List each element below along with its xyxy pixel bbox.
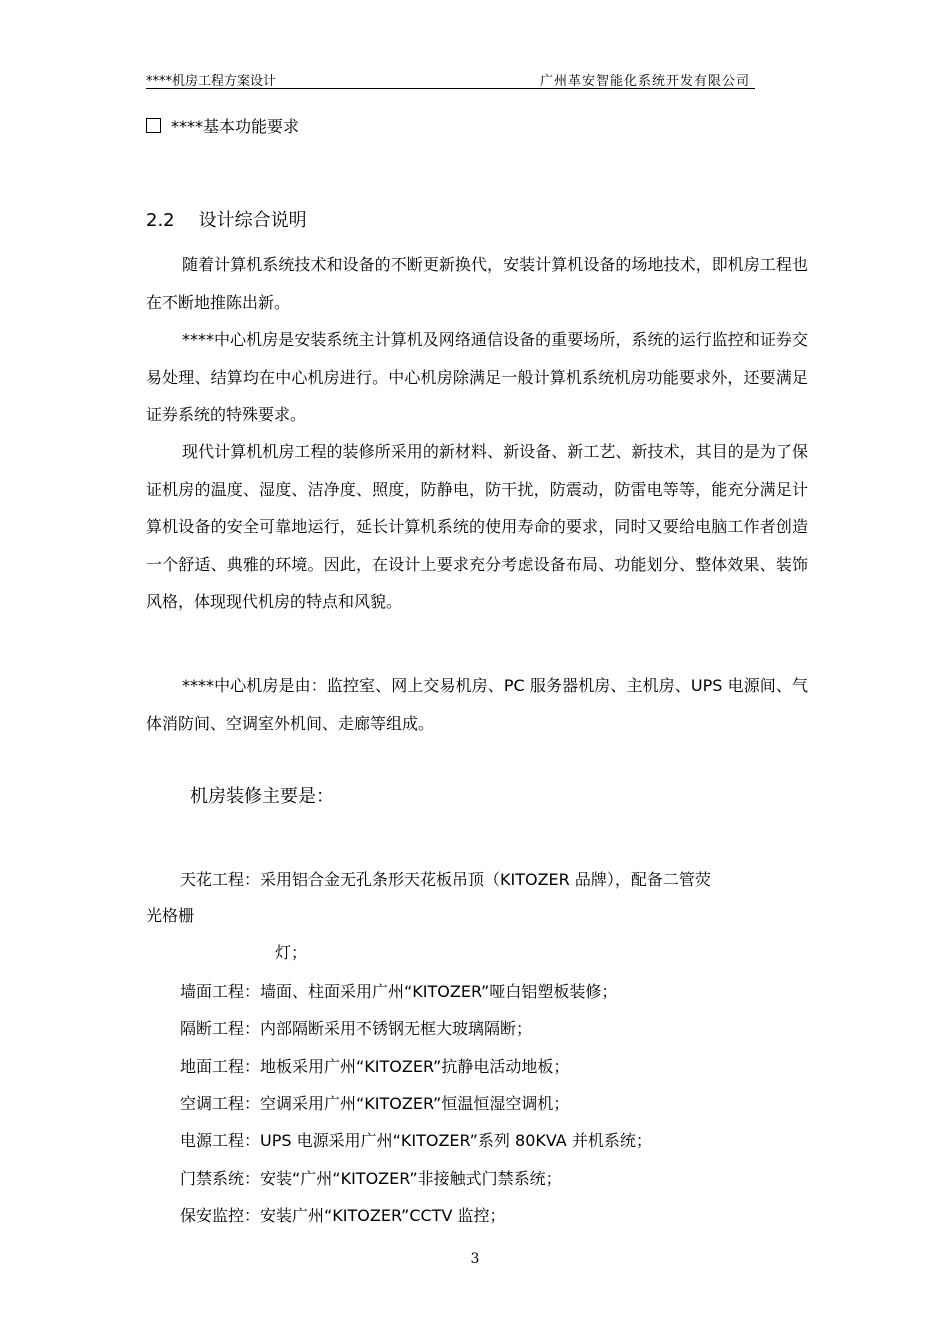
paragraph-2-text: ****中心机房是安装系统主计算机及网络通信设备的重要场所，系统的运行监控和证券交易处理、结算均在中心机房进行。中心机房除满足一般计算机系统机房功能要求外，还要满足证券系统的特殊要求。: [146, 330, 808, 424]
header-left-title: ****机房工程方案设计: [146, 74, 277, 89]
section-heading: [146, 206, 307, 232]
paragraph-1: [146, 246, 808, 321]
checkbox-icon: [146, 118, 161, 133]
list-item: 墙面工程：墙面、柱面采用广州“KITOZER”哑白铝塑板装修；: [180, 982, 618, 1001]
list-item: 空调工程：空调采用广州“KITOZER”恒温恒湿空调机；: [180, 1094, 570, 1113]
list-item: 地面工程：地板采用广州“KITOZER”抗静电活动地板；: [180, 1057, 570, 1076]
list-item: 光格栅: [146, 906, 195, 925]
paragraph-2: [146, 321, 808, 434]
list-item: 天花工程：采用铝合金无孔条形天花板吊顶（KITOZER 品牌），配备二管荧: [180, 870, 711, 889]
header-rule: [146, 88, 755, 89]
checkbox-label: ****基本功能要求: [171, 117, 300, 136]
paragraph-3: [146, 433, 808, 621]
list-item: 灯；: [275, 943, 308, 962]
header-company-name: 广州革安智能化系统开发有限公司: [540, 74, 751, 89]
paragraph-1-text: 随着计算机系统技术和设备的不断更新换代，安装计算机设备的场地技术，即机房工程也在不断地推陈出新。: [146, 255, 808, 312]
list-item: 保安监控：安装广州“KITOZER”CCTV 监控；: [180, 1206, 506, 1225]
list-item: 电源工程：UPS 电源采用广州“KITOZER”系列 80KVA 并机系统；: [180, 1131, 652, 1150]
page-number: 3: [470, 1251, 480, 1267]
subheading: 机房装修主要是：: [190, 786, 334, 807]
paragraph-3-text: 现代计算机机房工程的装修所采用的新材料、新设备、新工艺、新技术，其目的是为了保证机房的温度、湿度、洁净度、照度，防静电，防干扰，防震动，防雷电等等，能充分满足计算机设备的安全可靠地运行，延长计算机系统的使用寿命的要求，同时又要给电脑工作者创造一个舒适、典雅的环境。因此，在设计上要求充分考虑设备布局、功能划分、整体效果、装饰风格，体现现代机房的特点和风貌。: [146, 442, 808, 611]
checkbox-line: [146, 114, 299, 137]
section-title: 设计综合说明: [198, 210, 307, 231]
section-number: 2.2: [146, 210, 175, 231]
list-item: 门禁系统：安装“广州“KITOZER”非接触式门禁系统；: [180, 1169, 562, 1188]
list-item: 隔断工程：内部隔断采用不锈钢无框大玻璃隔断；: [180, 1019, 533, 1038]
paragraph-4: [146, 667, 808, 742]
paragraph-4-text: ****中心机房是由：监控室、网上交易机房、PC 服务器机房、主机房、UPS 电源间、气体消防间、空调室外机间、走廊等组成。: [146, 676, 808, 733]
